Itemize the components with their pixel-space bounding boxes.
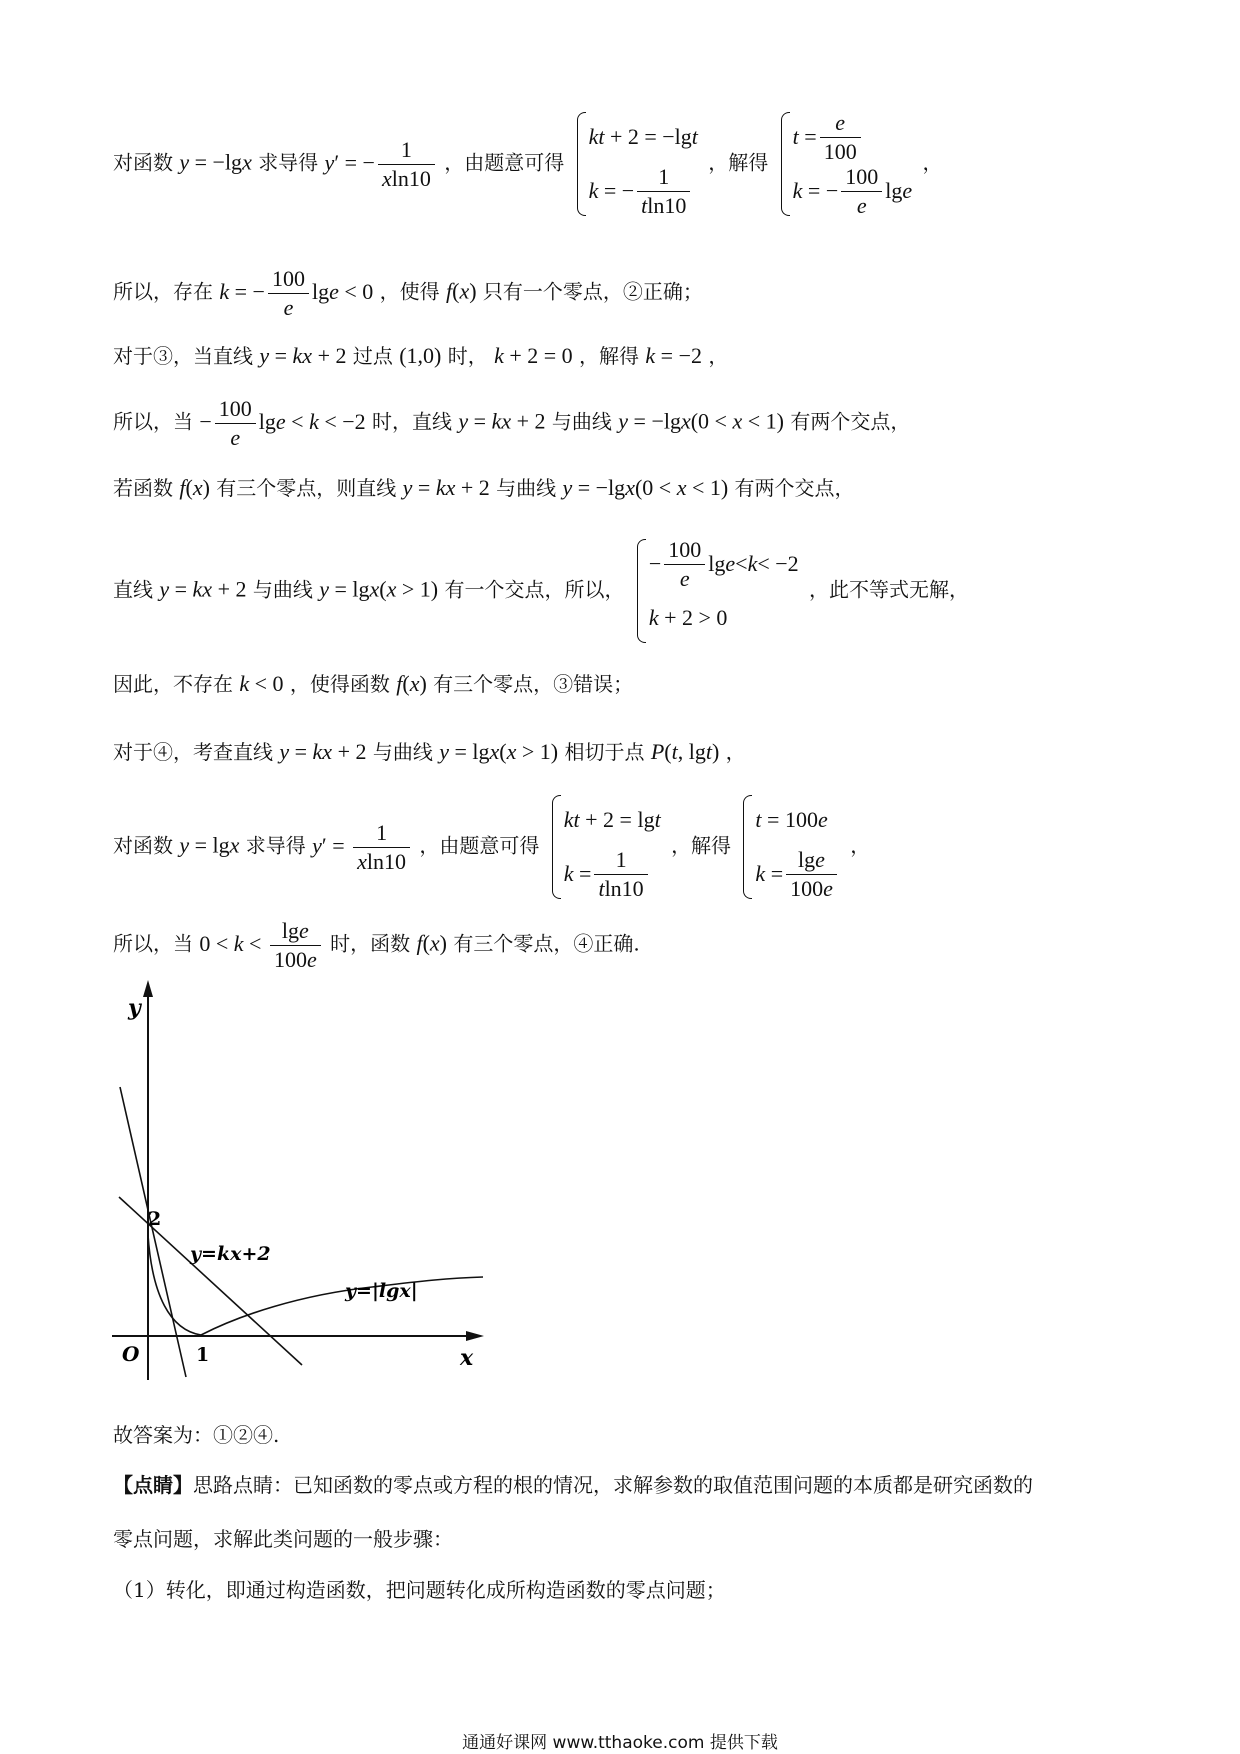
tip-text: （1）转化，即通过构造函数，把问题转化成所构造函数的零点问题；: [113, 1578, 726, 1602]
math: f(x): [179, 475, 210, 500]
text-line-3: [113, 345, 728, 367]
text: ，: [708, 344, 729, 368]
math: y = kx + 2: [279, 739, 367, 764]
text: 与曲线: [372, 740, 433, 764]
math: y = lgx(x > 1): [319, 576, 439, 602]
page-footer: 通通好课网 www.tthaoke.com 提供下载: [462, 1733, 778, 1753]
text: 所以，当: [113, 931, 193, 956]
math: y = kx + 2: [458, 408, 546, 434]
text: 所以，当: [113, 409, 193, 434]
text: 有一个交点，所以，: [444, 577, 625, 602]
text: ，由题意可得: [419, 833, 540, 858]
text-line-5: [113, 477, 855, 499]
text: ，: [725, 740, 746, 764]
text-line-6: [113, 537, 969, 645]
math: P(t, lgt): [650, 739, 720, 764]
math: (1,0): [399, 343, 442, 368]
text: 求导得: [258, 150, 319, 175]
function-graph: [100, 975, 500, 1395]
line-steep: [120, 1087, 186, 1377]
text-line-2: [113, 268, 703, 319]
text: ，解得: [671, 833, 732, 858]
text: 有三个零点，④正确.: [453, 931, 640, 956]
answer-line: [113, 1425, 279, 1445]
text: 与曲线: [252, 577, 313, 602]
tip-line-2: [113, 1529, 453, 1549]
text: 对函数: [113, 150, 173, 175]
text: ，: [850, 833, 871, 858]
text: ，: [922, 150, 943, 175]
tip-text: 零点问题，求解此类问题的一般步骤：: [113, 1527, 453, 1551]
math: y = kx + 2: [402, 475, 490, 500]
equation-system: t = 100 e k = $\frac{\lg e}{100e}$: [741, 793, 839, 901]
text: 求导得: [245, 833, 306, 858]
text: 对于④，考查直线: [113, 740, 273, 764]
text-line-1: [113, 110, 942, 218]
math: f(x): [396, 671, 427, 696]
math: k = −2: [645, 343, 702, 368]
math: k = − $\frac{100}{e}$ lge < 0: [219, 266, 374, 320]
y-axis-label: y: [128, 995, 141, 1021]
line-kx-plus-2: [119, 1197, 302, 1365]
equation-system: t = $\frac{e}{100}$ k = − $\frac{100}{e}$ lg e: [779, 110, 912, 218]
math: y = −lgx(0 < x < 1): [562, 475, 729, 500]
text: 时，: [447, 344, 488, 368]
math: k + 2 = 0: [494, 343, 573, 368]
math: y = lgx(x > 1): [439, 739, 559, 764]
text: 有三个零点，则直线: [216, 476, 397, 500]
text-line-10: [113, 920, 640, 971]
tip-line-3: [113, 1580, 726, 1600]
equation-system: kt + 2 = −lg t k = − $\frac{1}{tln10}$: [575, 110, 698, 218]
curve-label: y=|lgx|: [345, 1280, 418, 1302]
text: ，由题意可得: [444, 150, 565, 175]
text: 相切于点: [564, 740, 645, 764]
math: − $\frac{100}{e}$ lge < k < −2: [199, 396, 366, 450]
text: 因此，不存在: [113, 672, 233, 696]
text: ，使得函数: [289, 672, 390, 696]
text: ，使得: [379, 279, 440, 304]
text: 时，直线: [372, 409, 453, 434]
math: y = kx + 2: [259, 343, 347, 368]
text: 有两个交点，: [790, 409, 911, 434]
math: y′ = $\frac{1}{xln10}$: [312, 833, 413, 858]
origin-label: O: [122, 1342, 140, 1366]
text: 时，函数: [330, 931, 411, 956]
text: 若函数: [113, 476, 173, 500]
text-line-7: [113, 673, 633, 695]
math: y = lgx: [179, 832, 240, 858]
x-axis-label: x: [460, 1345, 474, 1371]
math: y = −lgx(0 < x < 1): [618, 408, 784, 434]
text: 只有一个零点，②正确；: [482, 279, 703, 304]
inequality-system: − $\frac{100}{e}$ lg e < k < −2 k + 2 > 0: [635, 537, 799, 645]
math: y′ = − $\frac{1}{xln10}$: [325, 150, 438, 175]
text: ，此不等式无解，: [809, 577, 970, 602]
text: ，解得: [579, 344, 640, 368]
text: 对函数: [113, 833, 173, 858]
text: 与曲线: [496, 476, 557, 500]
equation-system: kt + 2 = lg t k = $\frac{1}{tln10}$: [550, 793, 661, 901]
math: f(x): [445, 278, 477, 304]
text: 有三个零点，③错误；: [433, 672, 634, 696]
text-line-4: [113, 398, 910, 449]
math: 0 < k < $\frac{\lg e}{100e}$: [199, 931, 323, 956]
math: k < 0: [239, 671, 284, 696]
tip-tag: 【点睛】: [113, 1473, 193, 1497]
text: 对于③，当直线: [113, 344, 253, 368]
text: 所以，存在: [113, 279, 213, 304]
tick-label-1: 1: [196, 1344, 210, 1366]
math: f(x): [416, 930, 447, 956]
text: ，解得: [708, 150, 769, 175]
text: 直线: [113, 577, 153, 602]
tick-label-2: 2: [148, 1208, 162, 1230]
tip-line-1: [113, 1475, 1033, 1495]
text: 与曲线: [551, 409, 612, 434]
text: 过点: [352, 344, 393, 368]
x-axis-arrow: [466, 1331, 484, 1341]
answer-text: 故答案为：①②④.: [113, 1423, 280, 1447]
text: 有两个交点，: [734, 476, 855, 500]
math: y = −lgx: [179, 149, 252, 175]
text-line-9: [113, 793, 870, 901]
tip-text: 思路点睛：已知函数的零点或方程的根的情况，求解参数的取值范围问题的本质都是研究函数的: [193, 1473, 1033, 1497]
math: y = kx + 2: [159, 576, 247, 602]
text-line-8: [113, 741, 746, 763]
line-label: y=kx+2: [190, 1243, 271, 1265]
y-axis-arrow: [143, 980, 153, 997]
